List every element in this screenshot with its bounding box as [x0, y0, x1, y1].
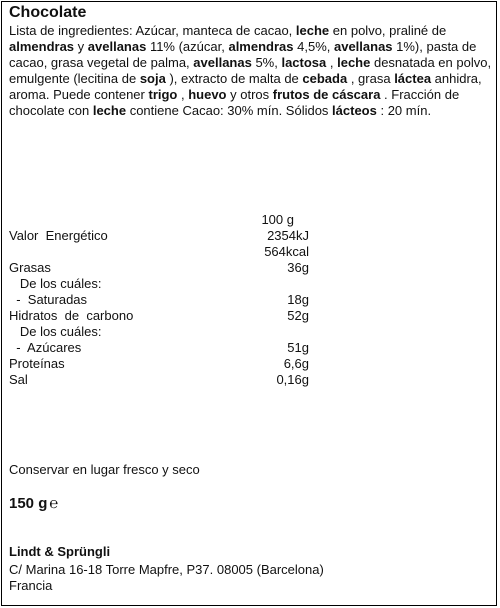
net-weight — [9, 495, 58, 512]
ingredient-text: : 20 mín. — [376, 103, 432, 118]
allergen-text: leche — [92, 103, 127, 118]
ingredient-text: 11% (azúcar, — [146, 39, 229, 54]
ingredient-text: anhidra, aroma. Puede contener — [9, 71, 482, 102]
nutrient-label: Proteínas — [9, 356, 65, 371]
allergen-text: lácteos — [332, 103, 377, 118]
nutrient-label: - Azúcares — [9, 340, 82, 355]
allergen-text: huevo — [188, 87, 227, 102]
product-title: Chocolate — [9, 4, 87, 21]
nutrient-label: Sal — [9, 372, 28, 387]
ingredient-text: , — [326, 55, 338, 70]
nutrient-value: 36g — [287, 260, 309, 275]
allergen-text: avellanas — [333, 39, 393, 54]
ingredient-text: . Fracción de chocolate con — [9, 87, 460, 118]
allergen-text: láctea — [394, 71, 432, 86]
allergen-text: leche — [337, 55, 371, 70]
ingredient-text: contiene Cacao: 30% mín. Sólidos — [126, 103, 333, 118]
nutrition-row — [9, 244, 309, 260]
ingredient-text: , — [177, 87, 189, 102]
ingredient-text: 1%), pasta de cacao, grasa vegetal de palma, — [9, 39, 477, 70]
nutrition-row — [9, 228, 309, 244]
ingredients-list — [9, 23, 493, 119]
ingredient-text: 5%, — [251, 55, 282, 70]
nutrient-value: 51g — [287, 340, 309, 355]
company-name: Lindt & Sprüngli — [9, 544, 111, 559]
ingredient-text: , grasa — [347, 71, 395, 86]
allergen-text: avellanas — [193, 55, 252, 70]
nutrition-row — [9, 276, 309, 292]
nutrient-value: 52g — [287, 308, 309, 323]
nutrient-value: 2354kJ — [267, 228, 309, 243]
ingredient-text: desnatada en polvo, emulgente (lecitina de — [9, 55, 492, 86]
allergen-text: frutos de cáscara — [272, 87, 381, 102]
nutrient-label: De los cuáles: — [9, 276, 102, 291]
nutrition-row — [9, 356, 309, 372]
nutrition-row — [9, 372, 309, 388]
allergen-text: cebada — [302, 71, 348, 86]
address-line: C/ Marina 16-18 Torre Mapfre, P37. 08005 (Barcelona) — [9, 562, 324, 577]
allergen-text: trigo — [148, 87, 178, 102]
nutrient-value: 0,16g — [276, 372, 309, 387]
allergen-text: almendras — [9, 39, 75, 54]
address-country: Francia — [9, 578, 53, 593]
nutrient-label: Hidratos de carbono — [9, 308, 134, 323]
nutrient-value: 564kcal — [264, 244, 309, 259]
allergen-text: almendras — [228, 39, 294, 54]
nutrient-label: Valor Energético — [9, 228, 108, 243]
allergen-text: leche — [295, 23, 330, 38]
nutrient-value: 18g — [287, 292, 309, 307]
allergen-text: soja — [139, 71, 166, 86]
nutrition-per-100g-header: 100 g — [261, 212, 294, 227]
nutrition-row — [9, 260, 309, 276]
estimated-sign-icon: ℮ — [49, 495, 59, 512]
nutrition-table — [9, 212, 309, 388]
ingredient-text: 4,5%, — [293, 39, 334, 54]
ingredient-text: y — [74, 39, 88, 54]
company-address — [9, 562, 324, 594]
nutrition-header-row — [9, 212, 309, 228]
nutrition-row — [9, 308, 309, 324]
nutrition-row — [9, 324, 309, 340]
ingredient-text: en polvo, praliné de — [329, 23, 447, 38]
nutrient-label: - Saturadas — [9, 292, 88, 307]
nutrition-row — [9, 340, 309, 356]
ingredient-text: ), extracto de malta de — [165, 71, 303, 86]
allergen-text: lactosa — [281, 55, 327, 70]
ingredient-text: y otros — [226, 87, 273, 102]
nutrition-row — [9, 292, 309, 308]
allergen-text: avellanas — [87, 39, 147, 54]
net-weight-value: 150 g — [9, 495, 48, 512]
ingredient-text: Lista de ingredientes: Azúcar, manteca de cacao, — [9, 23, 296, 38]
nutrient-value: 6,6g — [283, 356, 309, 371]
storage-instructions: Conservar en lugar fresco y seco — [9, 462, 200, 477]
nutrient-label: Grasas — [9, 260, 51, 275]
nutrient-label: De los cuáles: — [9, 324, 102, 339]
